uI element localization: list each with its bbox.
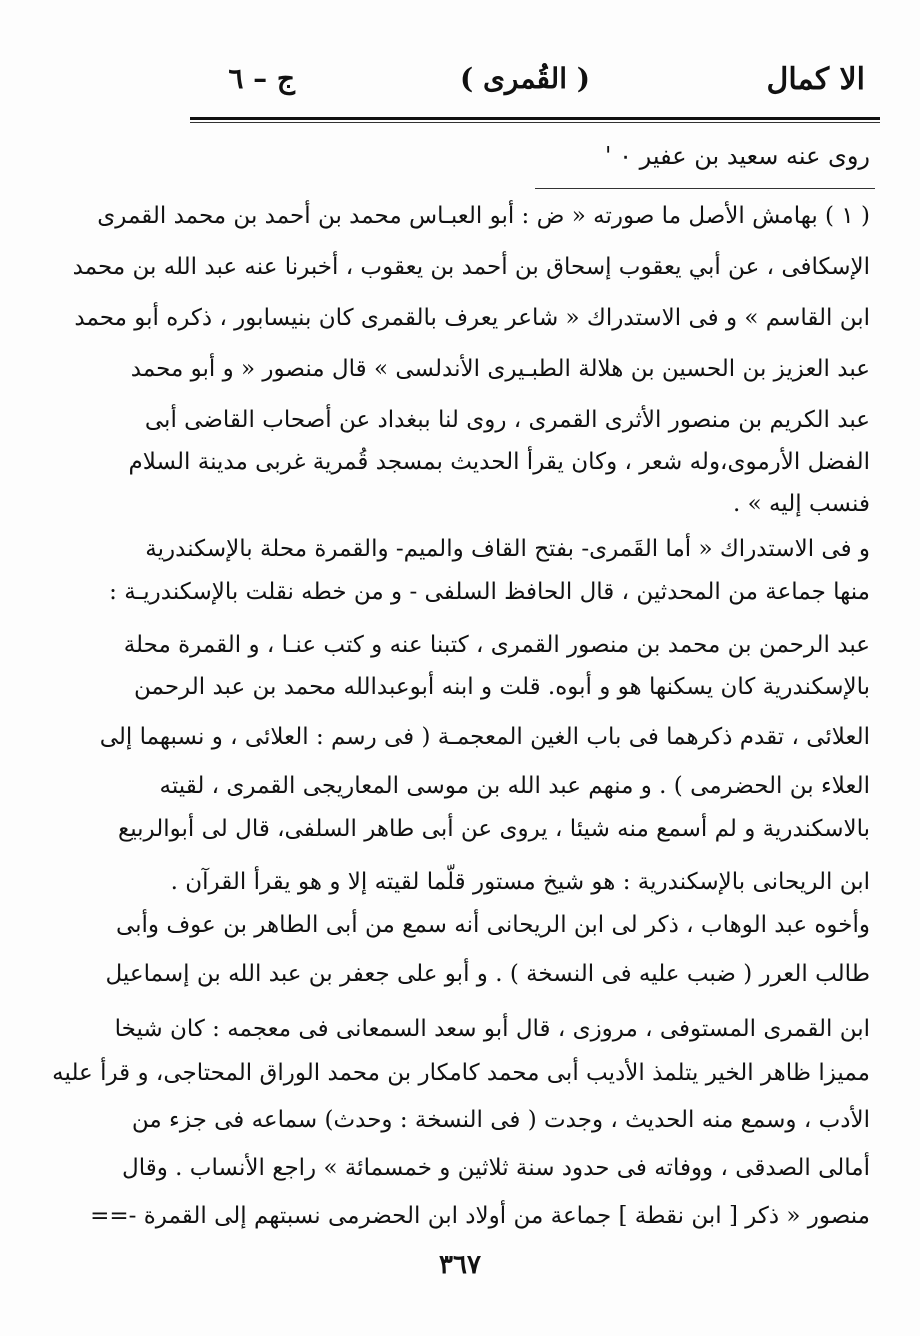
footnote-line: فنسب إليه » . (732, 491, 870, 517)
footnote-line: منصور « ذكر [ ابن نقطة ] جماعة من أولاد ابن الحضرمى نسبتهم إلى القمرة -== (90, 1203, 870, 1229)
footnote-line: بالإسكندرية كان يسكنها هو و أبوه. قلت و ابنه أبوعبدالله محمد بن عبد الرحمن (134, 674, 870, 700)
page-number: ٣٦٧ (439, 1250, 481, 1280)
footnote-line: بالاسكندرية و لم أسمع منه شيئا ، يروى عن أبى طاهر السلفى، قال لى أبوالربيع (117, 816, 870, 842)
footnote-line: طالب العرر ( ضبب عليه فى النسخة ) . و أبو على جعفر بن عبد الله بن إسماعيل (105, 961, 870, 987)
footnote-line: عبد العزيز بن الحسين بن هلالة الطبـيرى الأندلسى » قال منصور « و أبو محمد (130, 356, 870, 382)
footnote-line: أمالى الصدقى ، ووفاته فى حدود سنة ثلاثين و خمسمائة » راجع الأنساب . وقال (122, 1155, 870, 1181)
running-header (185, 62, 875, 110)
footnote-line: عبد الكريم بن منصور الأثرى القمرى ، روى لنا ببغداد عن أصحاب القاضى أبى (144, 407, 870, 433)
volume-number: ج – ٦ (228, 62, 295, 95)
footnote-line: ابن القاسم » و فى الاستدراك « شاعر يعرف بالقمرى كان بنيسابور ، ذكره أبو محمد (74, 305, 870, 331)
footnote-line: الأدب ، وسمع منه الحديث ، وجدت ( فى النسخة : وحدث) سماعه فى جزء من (131, 1107, 870, 1133)
footnote-line: ابن القمرى المستوفى ، مروزى ، قال أبو سعد السمعانى فى معجمه : كان شيخا (114, 1016, 870, 1042)
footnote-line: و فى الاستدراك « أما القَمرى- بفتح القاف والميم- والقمرة محلة بالإسكندرية (145, 536, 870, 562)
footnote-line: منها جماعة من المحدثين ، قال الحافظ السلفى - و من خطه نقلت بالإسكندريـة : (109, 579, 870, 605)
footnote-line: العلائى ، تقدم ذكرهما فى باب الغين المعجمـة ( فى رسم : العلائى ، و نسبهما إلى (99, 724, 870, 750)
footnote-line: ( ١ ) بهامش الأصل ما صورته « ض : أبو العبـاس محمد بن أحمد بن محمد القمرى (97, 203, 870, 229)
footnote-line: الفضل الأرموى،وله شعر ، وكان يقرأ الحديث بمسجد قُمرية غربى مدينة السلام (128, 449, 870, 475)
footnote-line: وأخوه عبد الوهاب ، ذكر لى ابن الريحانى أنه سمع من أبى الطاهر بن عوف وأبى (115, 912, 870, 938)
book-title: الا كمال (766, 62, 865, 97)
footnote-line: العلاء بن الحضرمى ) . و منهم عبد الله بن موسى المعاريجى القمرى ، لقيته (159, 773, 870, 799)
footnote-separator (535, 188, 875, 189)
footnote-line: ابن الريحانى بالإسكندرية : هو شيخ مستور قلّما لقيته إلا و هو يقرأ القرآن . (170, 869, 870, 895)
footnote-line: الإسكافى ، عن أبي يعقوب إسحاق بن أحمد بن يعقوب ، أخبرنا عنه عبد الله بن محمد (72, 254, 870, 280)
main-text-line: روى عنه سعيد بن عفير ٠ ' (604, 142, 870, 170)
header-rule (190, 117, 880, 120)
header-rule-thin (190, 122, 880, 123)
entry-title: ( القُمرى ) (459, 62, 590, 95)
footnote-line: مميزا ظاهر الخير يتلمذ الأديب أبى محمد كامكار بن محمد الوراق المحتاجى، و قرأ عليه (52, 1060, 870, 1086)
footnote-line: عبد الرحمن بن محمد بن منصور القمرى ، كتبنا عنه و كتب عنـا ، و القمرة محلة (123, 632, 870, 658)
